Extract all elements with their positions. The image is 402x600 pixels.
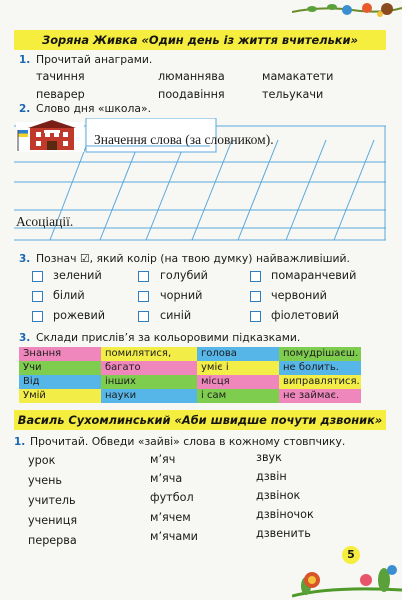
school-building-icon [16, 120, 84, 152]
task-number: 2. [19, 103, 31, 115]
table-row [19, 375, 361, 389]
list-item[interactable]: м’яча [150, 472, 183, 485]
color-checkbox[interactable] [138, 291, 149, 302]
task-instruction: Прочитай. Обведи «зайві» слова в кожному стовпчику. [30, 435, 346, 448]
task-instruction: Познач ☑, який колір (на твою думку) найважливіший. [36, 252, 350, 265]
table-cell: голова [197, 347, 279, 361]
proverb-color-table [19, 347, 361, 403]
list-item[interactable]: футбол [150, 491, 194, 504]
color-checkbox[interactable] [250, 291, 261, 302]
table-cell: помилятися, [101, 347, 197, 361]
list-item[interactable]: дзвенить [256, 527, 311, 540]
anagram-word: мамакатети [262, 70, 334, 83]
list-item[interactable]: м’яч [150, 453, 176, 466]
anagram-word: тельукачи [262, 88, 324, 101]
task-instruction: Прочитай анаграми. [36, 53, 153, 66]
color-checkbox[interactable] [250, 271, 261, 282]
task-number: 1. [14, 436, 26, 448]
table-cell: науки [101, 389, 197, 403]
list-item[interactable]: урок [28, 454, 56, 467]
color-checkbox[interactable] [32, 311, 43, 322]
color-option-label: білий [53, 289, 85, 302]
color-checkbox[interactable] [138, 271, 149, 282]
list-item[interactable]: дзвінок [256, 489, 301, 502]
color-checkbox[interactable] [32, 271, 43, 282]
table-cell: Від [19, 375, 101, 389]
section-title-bar: Зоряна Живка «Один день із життя вчительки» [14, 30, 386, 50]
table-cell: помудрішаєш. [279, 347, 361, 361]
page-number: 5 [342, 546, 360, 564]
task-instruction: Слово дня «школа». [36, 102, 152, 115]
decorative-branch-birds-icon [292, 0, 402, 24]
table-cell: Умій [19, 389, 101, 403]
task-number: 1. [19, 54, 31, 66]
list-item[interactable]: м’ячем [150, 511, 191, 524]
table-row [19, 347, 361, 361]
table-cell: багато [101, 361, 197, 375]
color-option-label: зелений [53, 269, 102, 282]
color-checkbox[interactable] [32, 291, 43, 302]
list-item[interactable]: дзвіночок [256, 508, 314, 521]
anagram-word: певарер [36, 88, 85, 101]
list-item[interactable]: звук [256, 451, 282, 464]
task-number: 3. [19, 253, 31, 265]
table-cell: місця [197, 375, 279, 389]
table-cell: Учи [19, 361, 101, 375]
list-item[interactable]: перерва [28, 534, 77, 547]
color-option-label: помаранчевий [271, 269, 357, 282]
color-checkbox[interactable] [138, 311, 149, 322]
table-cell: не болить. [279, 361, 361, 375]
table-cell: і сам [197, 389, 279, 403]
table-row [19, 389, 361, 403]
table-cell: не займає. [279, 389, 361, 403]
task-number: 3. [19, 332, 31, 344]
list-item[interactable]: учень [28, 474, 63, 487]
list-item[interactable]: дзвін [256, 470, 287, 483]
table-cell: інших [101, 375, 197, 389]
table-cell: уміє і [197, 361, 279, 375]
list-item[interactable]: учениця [28, 514, 78, 527]
color-option-label: рожевий [53, 309, 106, 322]
color-option-label: голубий [160, 269, 208, 282]
associations-label: Асоціації. [16, 214, 74, 229]
task-instruction: Склади прислів’я за кольоровими підказками. [36, 331, 301, 344]
section-title-bar: Василь Сухомлинський «Аби швидше почути дзвоник» [14, 410, 386, 430]
meaning-label: Значення слова (за словником). [94, 132, 274, 147]
table-cell: виправлятися. [279, 375, 361, 389]
anagram-word: люманнява [158, 70, 225, 83]
anagram-word: поодавіння [158, 88, 225, 101]
color-checkbox[interactable] [250, 311, 261, 322]
color-option-label: червоний [271, 289, 327, 302]
list-item[interactable]: учитель [28, 494, 76, 507]
table-cell: Знання [19, 347, 101, 361]
color-option-label: фіолетовий [271, 309, 340, 322]
color-option-label: чорний [160, 289, 203, 302]
table-row [19, 361, 361, 375]
anagram-word: тачиння [36, 70, 85, 83]
list-item[interactable]: м’ячами [150, 530, 198, 543]
color-option-label: синій [160, 309, 192, 322]
